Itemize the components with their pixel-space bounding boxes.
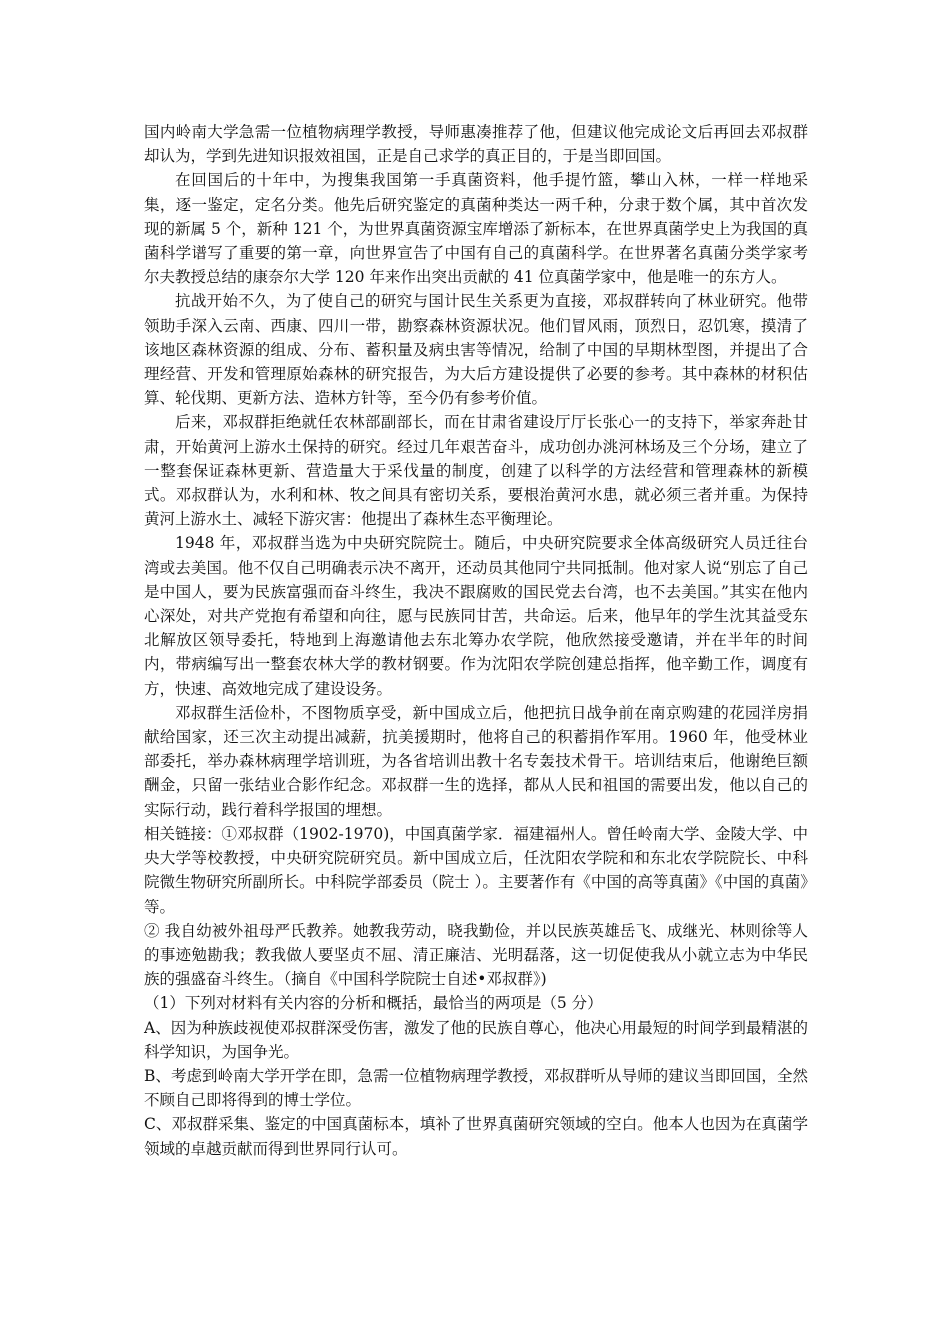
- article-paragraph-3: 抗战开始不久，为了使自己的研究与国计民生关系更为直接，邓叔群转向了林业研究。他带领助手深入云南、西康、四川一带，勘察森林资源状况。他们冒风雨，顶烈日，忍饥寒，摸清了该地区森林资源的组成、分布、蓄积量及病虫害等情况，给制了中国的早期林型图，并提出了合理经营、开发和管理原始森林的研究报告，为大后方建设提供了必要的参考。其中森林的材积估算、轮伐期、更新方法、造林方针等，至今仍有参考价值。: [144, 292, 808, 408]
- article-paragraph-5: 1948 年，邓叔群当选为中央研究院院士。随后，中央研究院要求全体高级研究人员迁往台湾或去美国。他不仅自己明确表示决不离开，还动员其他同宁共同抵制。他对家人说“别忘了自己是中国人，要为民族富强而奋斗终生，我决不跟腐败的国民党去台湾，也不去美国。”其实在他内心深处，对共产党抱有希望和向往，愿与民族同甘苦，共命运。后来，他早年的学生沈其益受东北解放区领导委托，特地到上海邀请他去东北筹办农学院，他欣然接受邀请，并在半年的时间内，带病编写出一整套农林大学的教材钢要。作为沈阳农学院创建总指挥，他辛勤工作，调度有方，快速、高效地完成了建设设务。: [144, 534, 808, 698]
- related-link-1: 相关链接：①邓叔群（1902-1970)，中国真菌学家．福建福州人。曾任岭南大学、金陵大学、中央大学等校教授，中央研究院研究员。新中国成立后，任沈阳农学院和和东北农学院院长、中科院微生物研究所副所长。中科院学部委员（院士 ）。主要著作有《中国的高等真菌》《中国的真菌》等。: [144, 824, 808, 916]
- document-page: [144, 120, 808, 1161]
- question-prompt: （1）下列对材料有关内容的分析和概括，最恰当的两项是（5 分）: [144, 994, 603, 1013]
- article-paragraph-1: 国内岭南大学急需一位植物病理学教授，导师惠凑推荐了他，但建议他完成论文后再回去邓叔群却认为，学到先进知识报效祖国，正是自己求学的真正目的，于是当即回国。: [144, 123, 808, 166]
- option-b: B、考虑到岭南大学开学在即，急需一位植物病理学教授，邓叔群听从导师的建议当即回国，全然不顾自己即将得到的博士学位。: [144, 1066, 808, 1110]
- related-link-2: ② 我自幼被外祖母严氏教养。她教我劳动，晓我勤俭，并以民族英雄岳飞、成继光、林则徐等人的事迹勉勘我；教我做人要坚贞不屈、清正廉洁、光明磊落，这一切促使我从小就立志为中华民族的强盛奋斗终生。（摘自《中国科学院院士自述•邓叔群》): [144, 921, 808, 989]
- option-a: A、因为种族歧视使邓叔群深受伤害，激发了他的民族自尊心，他决心用最短的时间学到最精湛的科学知识，为国争光。: [144, 1018, 808, 1061]
- article-paragraph-6: 邓叔群生活俭朴，不图物质享受，新中国成立后，他把抗日战争前在南京购建的花园洋房捐献给国家，还三次主动提出减薪，抗美援期时，他将自己的积蓄捐作军用。1960 年，他受林业部委托，举办森林病理学培训班，为各省培训出教十名专轰技术骨干。培训结束后，他谢绝巨额酬金，只留一张结业合影作纪念。邓叔群一生的选择，都从人民和祖国的需要出发，他以自己的实际行动，践行着科学报国的埋想。: [144, 703, 808, 819]
- option-c: C、邓叔群采集、鉴定的中国真菌标本，填补了世界真菌研究领域的空白。他本人也因为在真菌学领域的卓越贡献而得到世界同行认可。: [144, 1115, 808, 1158]
- article-paragraph-4: 后来，邓叔群拒绝就任农林部副部长，而在甘肃省建设厅厅长张心一的支持下，举家奔赴甘肃，开始黄河上游水土保持的研究。经过几年艰苦奋斗，成功创办洮河林场及三个分场，建立了一整套保证森林更新、营造量大于采伐量的制度，创建了以科学的方法经营和管理森林的新模式。邓叔群认为，水利和林、牧之间具有密切关系，要根治黄河水患，就必须三者并重。为保持黄河上游水土、减轻下游灾害：他提出了森林生态平衡理论。: [144, 413, 808, 529]
- article-paragraph-2: 在回国后的十年中，为搜集我国第一手真菌资料，他手提竹篮，攀山入林，一样一样地采集，逐一鉴定，定名分类。他先后研究鉴定的真菌种类达一两千种，分隶于数个属，其中首次发现的新属 5 个，新种 121 个，为世界真菌资源宝库增添了新标本，在世界真菌学史上为我国的真菌科学谱写了重要的第一章，向世界宣告了中国有自己的真菌科学。在世界著名真菌分类学家考尔夫教授总结的康奈尔大学 120 年来作出突出贡献的 41 位真菌学家中，他是唯一的东方人。: [144, 171, 808, 287]
